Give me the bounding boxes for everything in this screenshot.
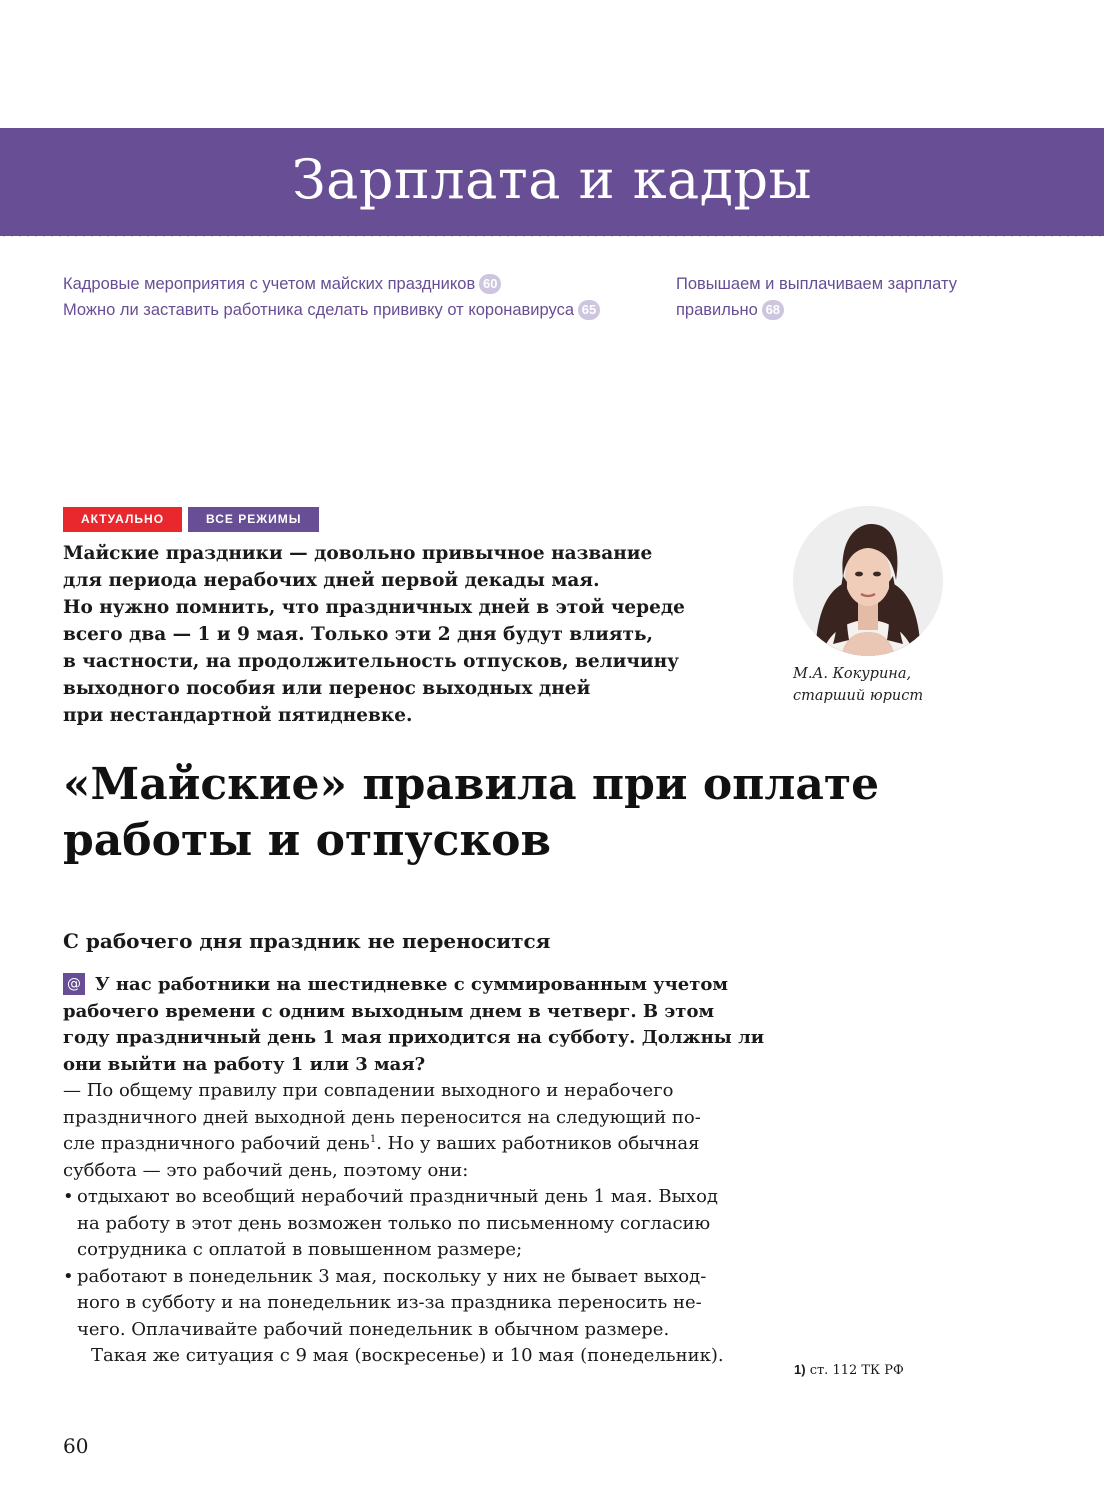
tag-group [63, 507, 325, 532]
tag-all-modes: ВСЕ РЕЖИМЫ [188, 507, 319, 532]
email-at-icon: @ [63, 973, 85, 995]
lead-line: в частности, на продолжительность отпусков, величину [63, 651, 680, 672]
toc-label: Кадровые мероприятия с учетом майских праздников [63, 275, 476, 293]
answer-closing: Такая же ситуация с 9 мая (воскресенье) и 10 мая (понедельник). [91, 1345, 724, 1366]
question-line: году праздничный день 1 мая приходится на субботу. Должны ли [63, 1027, 765, 1048]
author-position: старший юрист [793, 688, 924, 704]
lead-line: для периода нерабочих дней первой декады мая. [63, 570, 600, 591]
author-photo [793, 506, 943, 656]
article-subheading: С рабочего дня праздник не переносится [63, 929, 551, 953]
question-answer-block [63, 972, 765, 1370]
toc-link[interactable] [63, 271, 600, 297]
answer-line: — По общему правилу при совпадении выходного и нерабочего [63, 1080, 674, 1101]
answer-line [63, 1131, 753, 1158]
bullet-item: • отдыхают во всеобщий нерабочий праздничный день 1 мая. Выход [63, 1184, 753, 1211]
question-line [63, 972, 753, 999]
headline-line: «Майские» правила при оплате [63, 759, 880, 810]
page-number: 60 [63, 1434, 89, 1458]
section-banner [0, 128, 1104, 236]
question-text: У нас работники на шестидневке с суммированным учетом [95, 974, 729, 995]
footnote-reference: 1 [369, 1134, 377, 1145]
bullet-line: сотрудника с оплатой в повышенном размере; [77, 1239, 523, 1260]
answer-line: суббота — это рабочий день, поэтому они: [63, 1159, 469, 1181]
bullet-line: ного в субботу и на понедельник из-за праздника переносить не- [77, 1292, 702, 1313]
answer-text: сле праздничного рабочий день [63, 1133, 370, 1154]
question-line: они выйти на работу 1 или 3 мая? [63, 1053, 426, 1075]
bullet-item: • работают в понедельник 3 мая, поскольку у них не бывает выход- [63, 1264, 753, 1291]
page-badge: 65 [578, 300, 600, 320]
section-title: Зарплата и кадры [291, 148, 813, 211]
author-name: М.А. Кокурина, [793, 666, 912, 682]
article-headline [63, 757, 963, 869]
toc-column-right [676, 271, 957, 323]
toc-link[interactable] [63, 297, 600, 323]
toc-column-left [63, 271, 600, 323]
bullet-line: на работу в этот день возможен только по письменному согласию [77, 1212, 711, 1234]
toc-label: правильно [676, 301, 758, 319]
toc-label: Повышаем и выплачиваем зарплату [676, 275, 957, 293]
headline-line: работы и отпусков [63, 815, 552, 866]
answer-text: . Но у ваших работников обычная [376, 1133, 700, 1154]
lead-line: выходного пособия или перенос выходных дней [63, 678, 591, 699]
footnote-text: ст. 112 ТК РФ [809, 1363, 904, 1378]
bullet-line: чего. Оплачивайте рабочий понедельник в обычном размере. [77, 1318, 670, 1340]
lead-paragraph [63, 540, 763, 729]
page-badge: 68 [762, 300, 784, 320]
lead-line: при нестандартной пятидневке. [63, 705, 413, 726]
author-portrait-icon [793, 506, 943, 656]
tag-actual: АКТУАЛЬНО [63, 507, 182, 532]
footnote-number: 1) [794, 1362, 806, 1377]
lead-line: Майские праздники — довольно привычное название [63, 543, 653, 564]
lead-line: всего два — 1 и 9 мая. Только эти 2 дня будут влиять, [63, 624, 653, 645]
lead-line: Но нужно помнить, что праздничных дней в этой череде [63, 597, 685, 618]
toc-label: Можно ли заставить работника сделать прививку от коронавируса [63, 301, 575, 319]
author-caption [793, 663, 923, 707]
footnote [794, 1360, 904, 1381]
toc-link[interactable] [676, 271, 957, 323]
answer-line: праздничного дней выходной день переносится на следующий по- [63, 1106, 701, 1128]
question-line: рабочего времени с одним выходным днем в четверг. В этом [63, 1000, 715, 1022]
page-badge: 60 [479, 274, 501, 294]
